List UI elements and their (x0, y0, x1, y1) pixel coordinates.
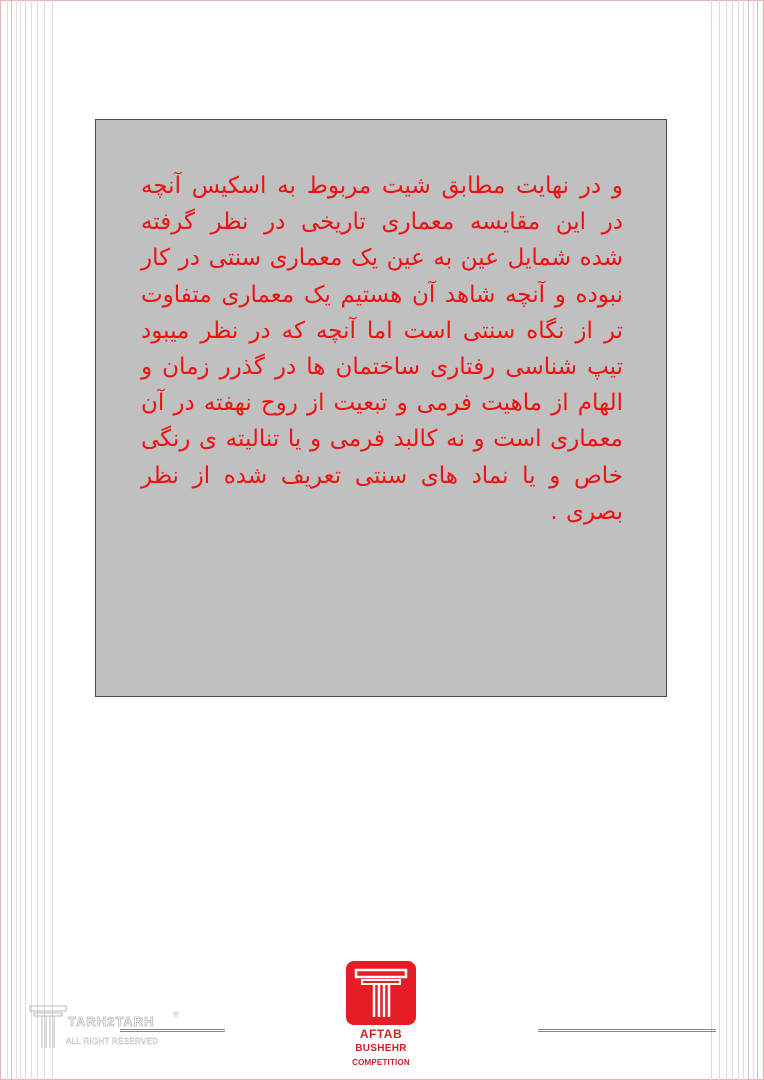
right-rule (726, 0, 727, 1080)
watermark-logo (28, 1000, 188, 1052)
text-box (95, 119, 667, 697)
right-rule (757, 0, 758, 1080)
body-paragraph: و در نهایت مطابق شیت مربوط به اسکیس آنچه در این مقایسه معماری تاریخی در نظر گرفته شده شمایل عین به عین یک معماری سنتی در کار نبوده و آنچه شاهد آن هستیم یک معماری متفاوت تر از نگاه سنتی است اما آنچه که در نظر میبود تیپ شناسی رفتاری ساختمان ها در گذرر زمان و الهام از ماهیت فرمی و تبعیت از روح نهفته در آن معماری است و نه کالبد فرمی و یا تنالیته ی رنگی خاص و یا نماد های سنتی تعریف شده از نظر بصری . (141, 173, 623, 525)
watermark-name: TARH2TARH (68, 1014, 155, 1029)
logo-subtitle: BUSHEHR (355, 1043, 407, 1054)
right-rule (748, 0, 749, 1080)
watermark-rights: ALL RIGHT RESERVED (66, 1037, 159, 1046)
column-icon (346, 961, 416, 1025)
right-rule (743, 0, 744, 1080)
aftab-logo-badge (346, 961, 416, 1025)
column-icon (28, 1002, 68, 1052)
left-rule (44, 0, 45, 1080)
left-rule (31, 0, 32, 1080)
right-rule (711, 0, 712, 1080)
left-rule (52, 0, 53, 1080)
right-rule (719, 0, 720, 1080)
logo-title: AFTAB (359, 1027, 403, 1041)
footer-rule-right (538, 1029, 716, 1032)
right-rule (732, 0, 733, 1080)
right-rule (738, 0, 739, 1080)
left-rule (7, 0, 8, 1080)
right-rule (753, 0, 754, 1080)
left-rule (25, 0, 26, 1080)
left-rule (11, 0, 12, 1080)
left-rule (37, 0, 38, 1080)
logo-tagline: COMPETITION (352, 1058, 410, 1067)
registered-mark: ® (173, 1010, 179, 1019)
left-rule (16, 0, 17, 1080)
left-rule (20, 0, 21, 1080)
